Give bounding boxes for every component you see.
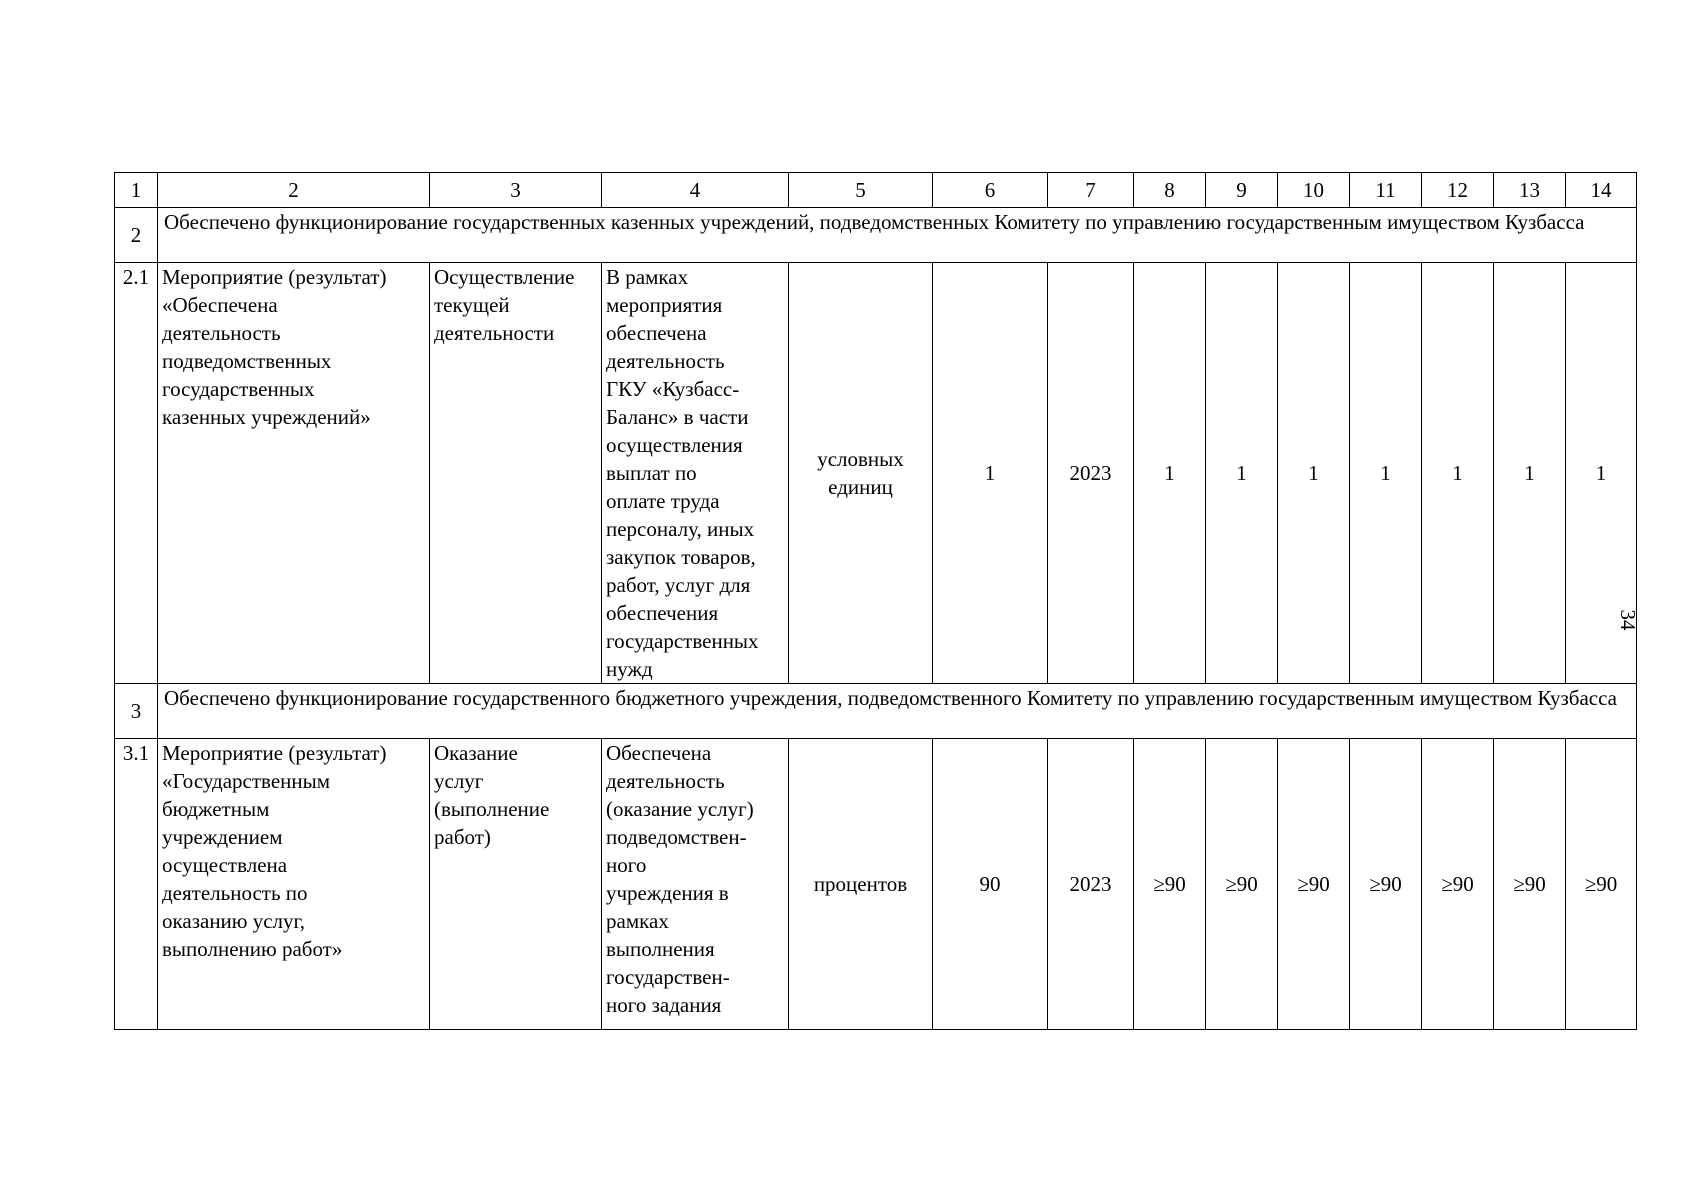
text-line: выполнению работ»	[162, 937, 343, 961]
base-year: 2023	[1048, 739, 1134, 1030]
text-line: текущей	[434, 293, 510, 317]
activity-name	[158, 739, 430, 1030]
activity-description	[602, 739, 789, 1030]
text-line: рамках	[606, 909, 669, 933]
text-line: Обеспечена	[606, 741, 712, 765]
column-number: 13	[1494, 173, 1566, 208]
text-line: учреждения в	[606, 881, 729, 905]
activity-name	[158, 263, 430, 684]
indicators-table	[114, 172, 1637, 1030]
table-row	[115, 263, 1637, 684]
text-line: выполнения	[606, 937, 715, 961]
section-row	[115, 208, 1637, 263]
column-number: 1	[115, 173, 158, 208]
year-value: ≥90	[1134, 739, 1206, 1030]
text-line: ного задания	[606, 993, 722, 1017]
text-line: деятельность	[606, 769, 725, 793]
column-number: 2	[158, 173, 430, 208]
text-line: государственных	[606, 629, 759, 653]
text-line: Мероприятие (результат)	[162, 265, 387, 289]
year-value: ≥90	[1278, 739, 1350, 1030]
text-line: мероприятия	[606, 293, 723, 317]
text-line: единиц	[828, 475, 893, 499]
unit-of-measure: процентов	[789, 739, 933, 1030]
text-line: казенных учреждений»	[162, 405, 371, 429]
column-number: 10	[1278, 173, 1350, 208]
column-number: 7	[1048, 173, 1134, 208]
base-value: 90	[933, 739, 1048, 1030]
base-value: 1	[933, 263, 1048, 684]
year-value: 1	[1134, 263, 1206, 684]
table-row	[115, 739, 1637, 1030]
text-line: Осуществление	[434, 265, 575, 289]
row-number: 2.1	[115, 263, 158, 684]
text-line: оплате труда	[606, 489, 720, 513]
column-number: 11	[1350, 173, 1422, 208]
year-value: 1	[1422, 263, 1494, 684]
section-title: Обеспечено функционирование государственных казенных учреждений, подведомственных Комитету по управлению государственным имуществом Кузбасса	[158, 208, 1637, 263]
activity-description	[602, 263, 789, 684]
base-year: 2023	[1048, 263, 1134, 684]
column-number: 8	[1134, 173, 1206, 208]
column-number: 6	[933, 173, 1048, 208]
text-line: Мероприятие (результат)	[162, 741, 387, 765]
column-number: 3	[430, 173, 602, 208]
text-line: оказанию услуг,	[162, 909, 306, 933]
unit-of-measure	[789, 263, 933, 684]
column-number: 14	[1566, 173, 1637, 208]
text-line: закупок товаров,	[606, 545, 756, 569]
year-value: ≥90	[1350, 739, 1422, 1030]
year-value: 1	[1566, 263, 1637, 684]
year-value: ≥90	[1494, 739, 1566, 1030]
text-line: (оказание услуг)	[606, 797, 754, 821]
text-line: учреждением	[162, 825, 283, 849]
text-line: ГКУ «Кузбасс-	[606, 377, 740, 401]
text-line: бюджетным	[162, 797, 270, 821]
text-line: Оказание	[434, 741, 518, 765]
text-line: персоналу, иных	[606, 517, 755, 541]
text-line: выплат по	[606, 461, 697, 485]
text-line: условных	[817, 447, 904, 471]
text-line: обеспечена	[606, 321, 707, 345]
year-value: 1	[1350, 263, 1422, 684]
text-line: деятельность	[606, 349, 725, 373]
column-number: 12	[1422, 173, 1494, 208]
year-value: 1	[1494, 263, 1566, 684]
year-value: 1	[1278, 263, 1350, 684]
text-line: подведомствен-	[606, 825, 747, 849]
activity-type	[430, 263, 602, 684]
text-line: работ)	[434, 825, 491, 849]
text-line: работ, услуг для	[606, 573, 751, 597]
text-line: (выполнение	[434, 797, 550, 821]
year-value: ≥90	[1566, 739, 1637, 1030]
column-number: 4	[602, 173, 789, 208]
text-line: «Государственным	[162, 769, 331, 793]
page-number: 34	[1616, 609, 1640, 631]
text-line: государствен-	[606, 965, 730, 989]
text-line: осуществлена	[162, 853, 288, 877]
text-line: деятельность	[162, 321, 281, 345]
text-line: осуществления	[606, 433, 743, 457]
text-line: В рамках	[606, 265, 689, 289]
text-line: Баланс» в части	[606, 405, 749, 429]
year-value: ≥90	[1422, 739, 1494, 1030]
column-number: 9	[1206, 173, 1278, 208]
section-number: 3	[115, 684, 158, 739]
text-line: ного	[606, 853, 647, 877]
year-value: 1	[1206, 263, 1278, 684]
text-line: обеспечения	[606, 601, 719, 625]
text-line: нужд	[606, 657, 653, 681]
text-line: услуг	[434, 769, 484, 793]
section-title: Обеспечено функционирование государственного бюджетного учреждения, подведомственного Комитету по управлению государственным имуществом Кузбасса	[158, 684, 1637, 739]
text-line: деятельности	[434, 321, 555, 345]
text-line: государственных	[162, 377, 315, 401]
section-row	[115, 684, 1637, 739]
column-number: 5	[789, 173, 933, 208]
year-value: ≥90	[1206, 739, 1278, 1030]
section-number: 2	[115, 208, 158, 263]
activity-type	[430, 739, 602, 1030]
text-line: деятельность по	[162, 881, 308, 905]
text-line: подведомственных	[162, 349, 332, 373]
column-number-row	[115, 173, 1637, 208]
row-number: 3.1	[115, 739, 158, 1030]
text-line: «Обеспечена	[162, 293, 278, 317]
